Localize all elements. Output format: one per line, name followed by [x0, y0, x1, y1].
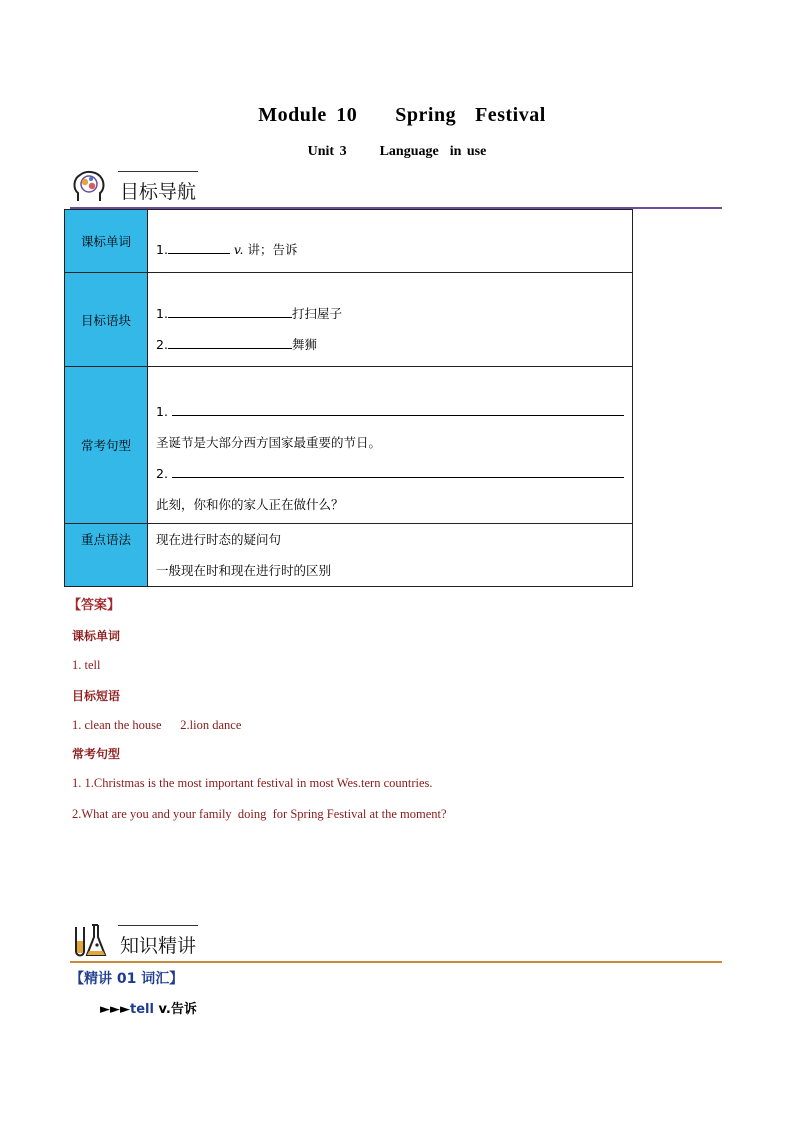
- answer-blank: [168, 303, 292, 318]
- vocab-line: 1. v. 讲；告诉: [156, 218, 624, 265]
- lecture-heading: 【精讲 01 词汇】: [70, 971, 184, 987]
- sentence-answer: 2.What are you and your family doing for Spring Festival at the moment?: [72, 807, 447, 821]
- page-subtitle: Unit 3 Language in use: [307, 144, 487, 159]
- table-row: [65, 524, 633, 587]
- category-cell: 课标单词: [65, 210, 148, 273]
- answer-blank: [172, 401, 624, 416]
- vocab-answer-label: 课标单词: [72, 629, 121, 643]
- phrase-line: 2. 舞狮: [156, 329, 624, 360]
- word-meaning: v.告诉: [153, 1002, 197, 1017]
- phrase-line: 1. 打扫屋子: [156, 280, 624, 329]
- sentence-answer-label: 常考句型: [72, 747, 121, 761]
- table-row: [65, 210, 633, 273]
- answer-blank: [168, 239, 230, 254]
- goals-table: [64, 209, 633, 587]
- phrase-answer: 1. clean the house 2.lion dance: [72, 718, 242, 732]
- sentence-translation: 此刻，你和你的家人正在做什么？: [156, 497, 344, 512]
- content-cell: [148, 210, 633, 273]
- sentence-line: 1.: [156, 370, 624, 427]
- answer-blank: [172, 463, 624, 478]
- sentence-translation: 圣诞节是大部分西方国家最重要的节日。: [156, 435, 382, 450]
- vocab-answer: 1. tell: [72, 658, 101, 672]
- content-cell: [148, 367, 633, 524]
- header-decor-line: [118, 925, 198, 926]
- category-cell: 常考句型: [65, 367, 148, 524]
- page-title: Module 10 Spring Festival: [258, 104, 546, 126]
- knowledge-rule: [70, 961, 722, 963]
- answer-blank: [168, 334, 292, 349]
- table-row: [65, 273, 633, 367]
- word-term: tell: [130, 1002, 154, 1017]
- lab-flasks-icon: [70, 921, 110, 961]
- header-decor-line: [118, 171, 198, 172]
- arrow-icon: ►►►: [100, 1002, 130, 1017]
- category-cell: 目标语块: [65, 273, 148, 367]
- word-entry: [100, 998, 197, 1017]
- answers-heading: 【答案】: [68, 598, 121, 613]
- sentence-answer: 1. 1.Christmas is the most important festival in most Wes.tern countries.: [72, 776, 433, 790]
- table-row: [65, 367, 633, 524]
- content-cell: [148, 524, 633, 587]
- sentence-line: 2.: [156, 458, 624, 489]
- category-cell: 重点语法: [65, 524, 148, 587]
- answers-block: [68, 594, 447, 822]
- grammar-line: 现在进行时态的疑问句: [156, 532, 282, 547]
- knowledge-section-label: 知识精讲: [120, 935, 197, 957]
- goals-section-label: 目标导航: [120, 181, 197, 203]
- content-cell: [148, 273, 633, 367]
- grammar-line: 一般现在时和现在进行时的区别: [156, 563, 332, 578]
- phrase-answer-label: 目标短语: [72, 689, 121, 703]
- brain-gears-icon: [70, 167, 110, 207]
